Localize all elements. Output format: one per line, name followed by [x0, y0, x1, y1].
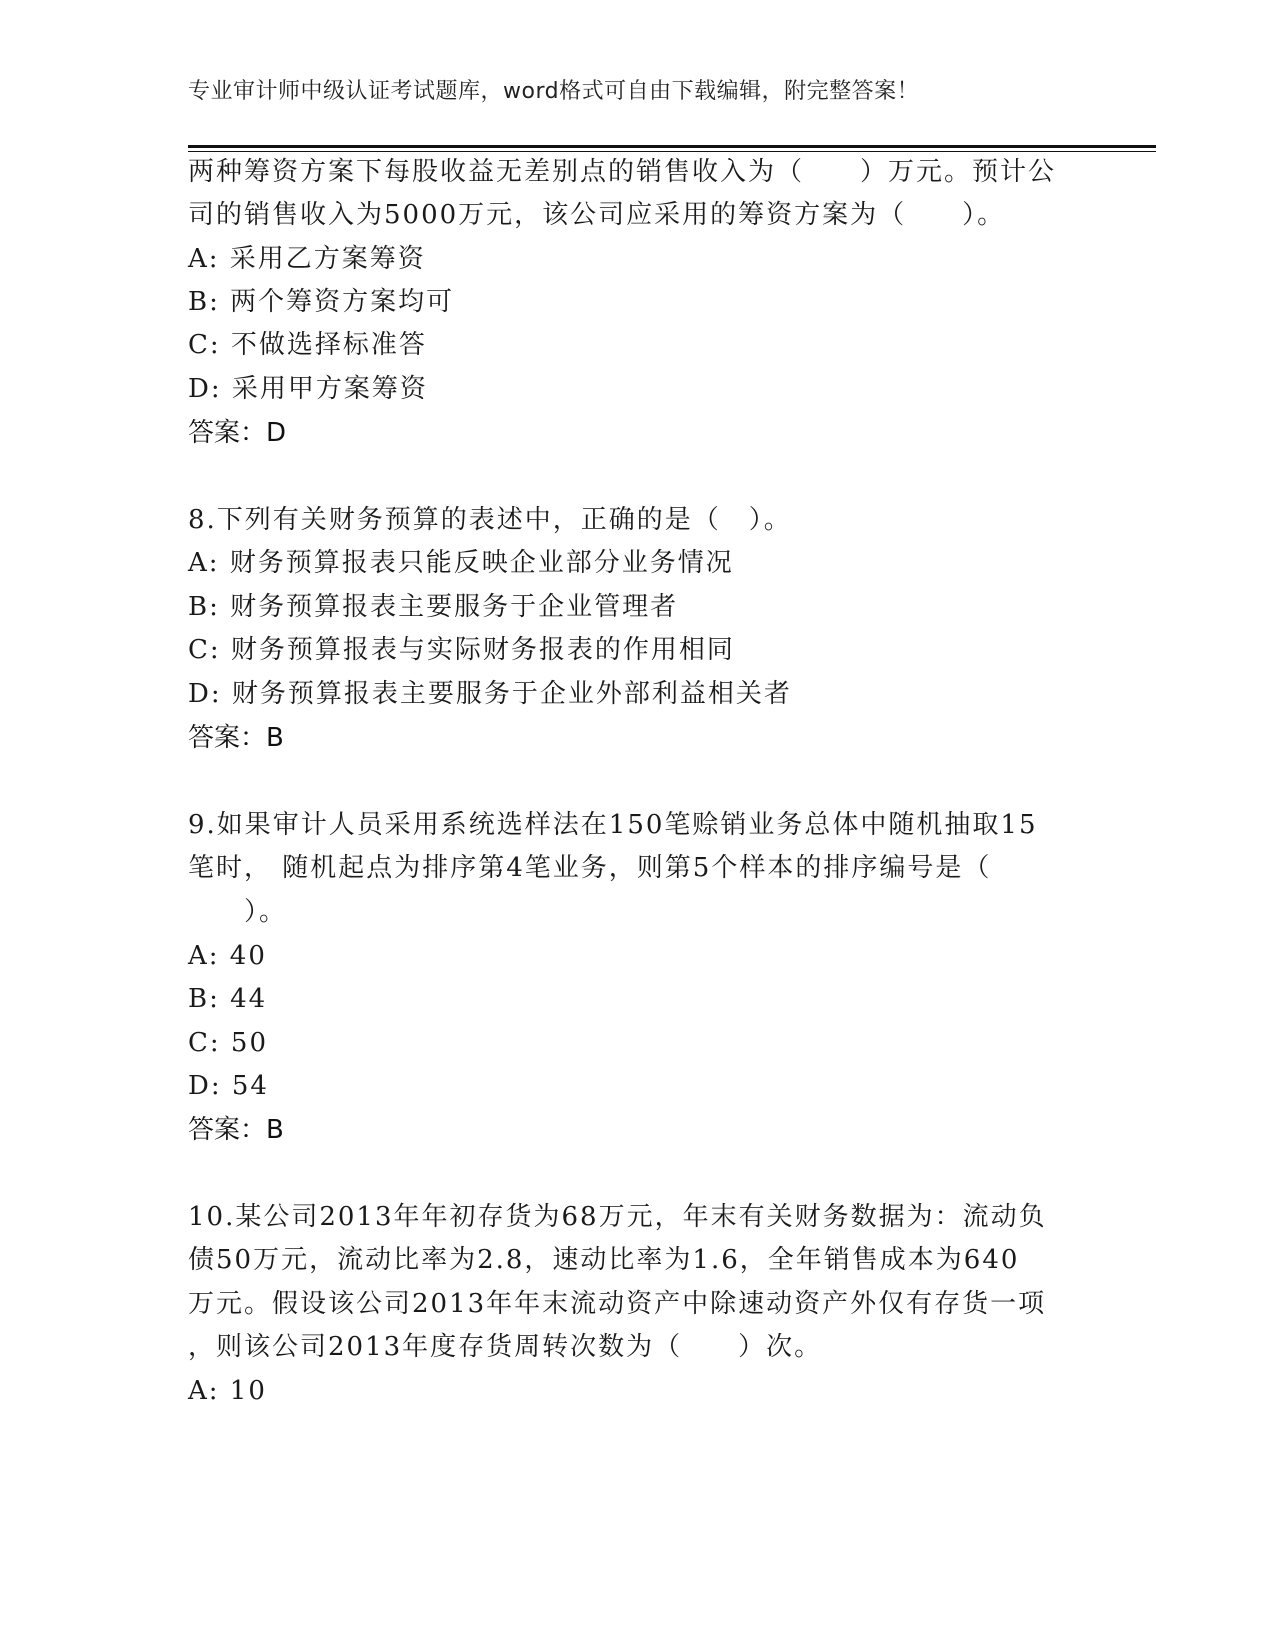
- question-9-option-c: C: 50: [188, 1028, 269, 1058]
- page-header: 专业审计师中级认证考试题库，word格式可自由下载编辑，附完整答案！: [188, 79, 920, 104]
- question-8-option-a: A: 财务预算报表只能反映企业部分业务情况: [188, 548, 734, 578]
- question-7-line-2: 司的销售收入为5000万元，该公司应采用的筹资方案为（ ）。: [188, 200, 1006, 230]
- question-7-option-a: A: 采用乙方案筹资: [188, 244, 426, 274]
- question-10-line-4: ，则该公司2013年度存货周转次数为（ ）次。: [188, 1332, 823, 1362]
- question-9-line-3: ）。: [188, 897, 288, 927]
- question-9-line-2: 笔时， 随机起点为排序第4笔业务，则第5个样本的排序编号是（: [188, 853, 992, 883]
- question-10-option-a: A: 10: [188, 1376, 267, 1406]
- question-8-option-d: D: 财务预算报表主要服务于企业外部利益相关者: [188, 679, 792, 709]
- question-8-stem: 8.下列有关财务预算的表述中，正确的是（ ）。: [188, 505, 792, 535]
- question-9-line-1: 9.如果审计人员采用系统选样法在150笔赊销业务总体中随机抽取15: [188, 810, 1038, 840]
- question-7-option-b: B: 两个筹资方案均可: [188, 287, 455, 317]
- question-8-option-b: B: 财务预算报表主要服务于企业管理者: [188, 592, 679, 622]
- question-9-option-b: B: 44: [188, 984, 268, 1014]
- question-7-answer: 答案：D: [188, 418, 287, 448]
- question-9-option-d: D: 54: [188, 1071, 269, 1101]
- question-7-option-d: D: 采用甲方案筹资: [188, 374, 428, 404]
- question-10-line-2: 债50万元，流动比率为2.8，速动比率为1.6，全年销售成本为640: [188, 1245, 1020, 1275]
- question-7-line-1: 两种筹资方案下每股收益无差别点的销售收入为（ ）万元。预计公: [188, 157, 1057, 187]
- question-9-answer: 答案：B: [188, 1115, 284, 1145]
- question-10-line-1: 10.某公司2013年年初存货为68万元，年末有关财务数据为：流动负: [188, 1202, 1047, 1232]
- question-9-option-a: A: 40: [188, 941, 267, 971]
- question-8-option-c: C: 财务预算报表与实际财务报表的作用相同: [188, 635, 735, 665]
- question-8-answer: 答案：B: [188, 723, 284, 753]
- header-rule-thick: [188, 145, 1156, 148]
- question-10-line-3: 万元。假设该公司2013年年末流动资产中除速动资产外仅有存货一项: [188, 1289, 1047, 1319]
- question-7-option-c: C: 不做选择标准答: [188, 330, 427, 360]
